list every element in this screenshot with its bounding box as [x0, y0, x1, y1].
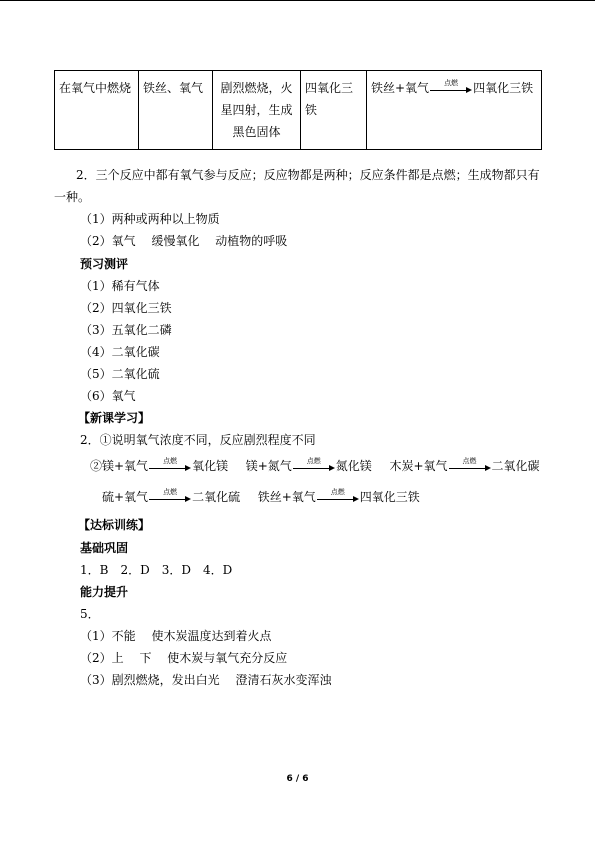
summary-line-1: 2．三个反应中都有氧气参与反应；反应物都是两种；反应条件都是点燃；生成物都只有	[76, 168, 540, 182]
ability-heading: 能力提升	[80, 585, 129, 599]
equation-product: 二氧化硫	[192, 490, 241, 504]
summary-item: （1）两种或两种以上物质	[80, 212, 220, 226]
preview-item: （4）二氧化碳	[80, 345, 160, 359]
arrow-condition: 点燃	[330, 487, 345, 496]
page-number: 6 / 6	[286, 774, 309, 784]
table-cell-equation	[367, 71, 542, 150]
answer-item: （1）不能 使木炭温度达到着火点	[80, 629, 272, 643]
equation-reactants: 铁丝+氧气	[257, 490, 316, 504]
preview-item: （1）稀有气体	[80, 279, 160, 293]
answer-item: （2）上 下 使木炭与氧气充分反应	[80, 651, 288, 665]
arrow-condition: 点燃	[444, 78, 459, 87]
equation-reactants: ②镁+氧气	[90, 459, 149, 473]
equation-reactants: 硫+氧气	[102, 490, 149, 504]
equation-row-2	[102, 489, 420, 505]
preview-item: （6）氧气	[80, 389, 136, 403]
equation-product: 四氧化三铁	[473, 81, 534, 95]
arrow-condition: 点燃	[462, 456, 477, 465]
table-cell-phenomenon: 剧烈燃烧，火星四射，生成黑色固体	[213, 71, 301, 150]
reaction-arrow	[293, 456, 335, 474]
preview-heading: 预习测评	[80, 257, 129, 271]
preview-item: （5）二氧化硫	[80, 367, 160, 381]
answer-line: 1．B 2．D 3．D 4．D	[80, 563, 233, 577]
equation-reactants: 镁+氮气	[245, 459, 292, 473]
equation-product: 氮化镁	[335, 459, 372, 473]
table-cell-reactants: 铁丝、氧气	[139, 71, 213, 150]
reaction-arrow	[449, 456, 491, 474]
reaction-table	[54, 70, 542, 150]
reaction-arrow	[430, 78, 472, 96]
basic-heading: 基础巩固	[80, 541, 129, 555]
arrow-condition: 点燃	[306, 456, 321, 465]
reaction-arrow	[317, 487, 359, 505]
arrow-condition: 点燃	[163, 456, 178, 465]
arrow-condition: 点燃	[163, 487, 178, 496]
reaction-arrow	[149, 487, 191, 505]
training-heading: 【达标训练】	[78, 518, 151, 532]
new-lesson-heading: 【新课学习】	[78, 411, 151, 425]
new-lesson-line: 2．①说明氧气浓度不同，反应剧烈程度不同	[80, 433, 316, 447]
preview-item: （3）五氧化二磷	[80, 323, 172, 337]
table-row	[55, 71, 542, 150]
equation-reactants: 铁丝+氧气	[371, 81, 430, 95]
equation-product: 氧化镁	[192, 459, 229, 473]
header-rule	[0, 0, 595, 1]
preview-item: （2）四氧化三铁	[80, 301, 172, 315]
equation-reactants: 木炭+氧气	[389, 459, 448, 473]
summary-item: （2）氧气 缓慢氧化 动植物的呼吸	[80, 234, 288, 248]
answer-item: （3）剧烈燃烧，发出白光 澄清石灰水变浑浊	[80, 673, 332, 687]
equation-product: 四氧化三铁	[359, 490, 420, 504]
question-number: 5．	[80, 607, 100, 621]
reaction-arrow	[149, 456, 191, 474]
equation-row-1	[90, 458, 540, 474]
table-cell-product: 四氧化三铁	[301, 71, 367, 150]
table-cell-condition: 在氧气中燃烧	[55, 71, 139, 150]
equation-product: 二氧化碳	[491, 459, 540, 473]
summary-line-2: 一种。	[54, 190, 91, 204]
